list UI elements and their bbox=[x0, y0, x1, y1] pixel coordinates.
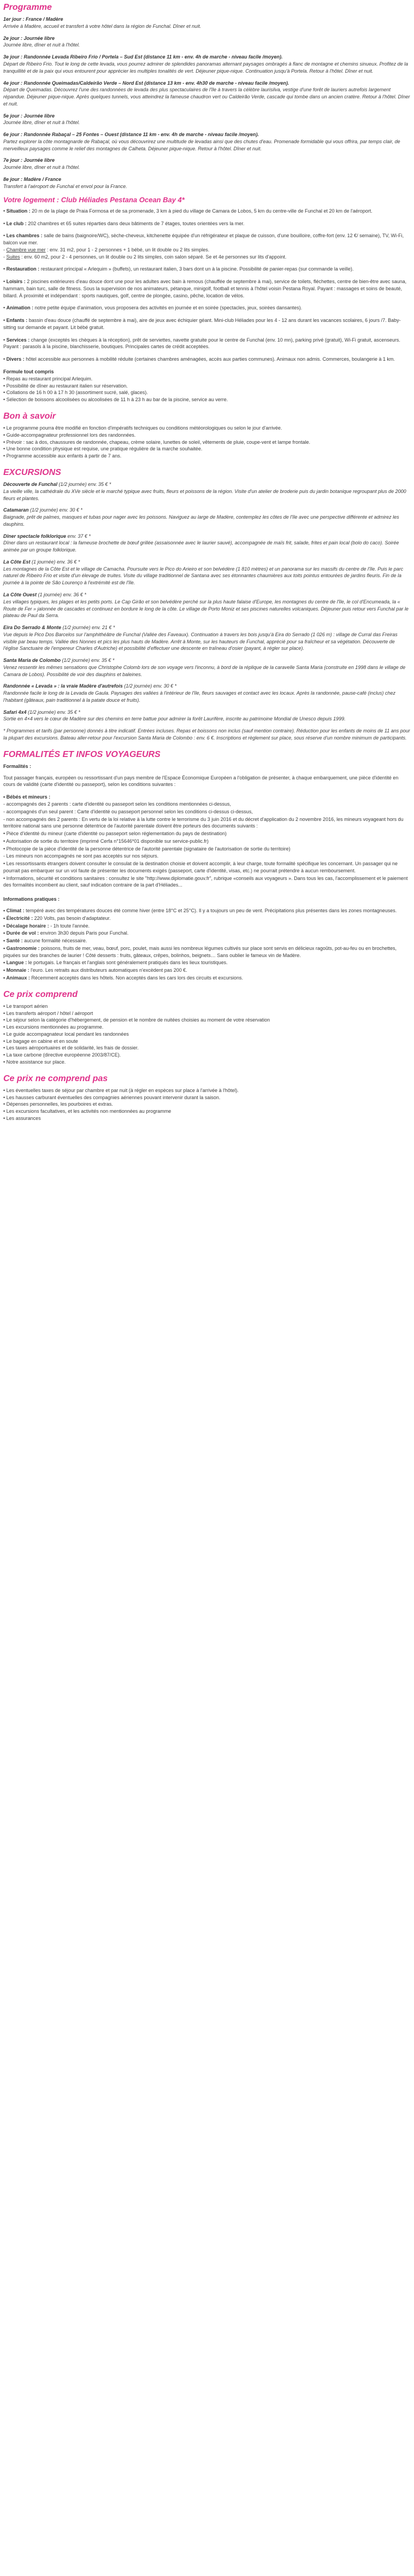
excursion-name: Safari 4x4 bbox=[3, 709, 27, 715]
loisirs-label: Loisirs : bbox=[6, 279, 26, 285]
pratique-item bbox=[3, 945, 411, 959]
excursion-meta: (1 journée) env. 36 € * bbox=[30, 559, 80, 565]
bon-item-text: Guide-accompagnateur professionnel lors des randonnées. bbox=[6, 432, 136, 438]
prix-item-text: Le séjour selon la catégorie d'hébergement, de pension et le nombre de nuitées choisies au moment de votre réservation bbox=[6, 1017, 270, 1023]
prix-comprend-list bbox=[3, 1003, 411, 1066]
pratique-item bbox=[3, 923, 411, 930]
formule-list bbox=[3, 375, 411, 403]
rooms-text: salle de bains (baignoire/WC), sèche-cheveux, kitchenette équipée d'un réfrigérateur et plaque de cuisson, d'une bouilloire, coffre-fort (env. 12 €/ semaine), TV, Wi-Fi, balcon vue mer. bbox=[3, 233, 404, 246]
prix-item-text: Les taxes aéroportuaires et de solidarité, les frais de dossier. bbox=[6, 1045, 139, 1051]
list-item: • Dépenses personnelles, les pourboires et extras. bbox=[3, 1101, 113, 1107]
excursion-meta: env. 37 € * bbox=[66, 533, 91, 539]
list-item: • Notre assistance sur place. bbox=[3, 1059, 66, 1065]
document bbox=[0, 0, 414, 1133]
pratiques-list bbox=[3, 907, 411, 982]
excursion-desc: Randonnée facile le long de la Levada de Gaula. Paysages des vallées à l'intérieur de l'île, fleurs sauvages et contact avec les locaux. Après la randonnée, pause-café (inclus) chez l'habitant (gâteaux, pain traditionnel à la patate douce et fruits). bbox=[3, 690, 396, 703]
hotel-situation: • Situation : 20 m de la plage de Praia Formosa et de sa promenade, 3 km à pied du village de Camara de Lobos, 5 km du centre-ville de Funchal et 20 km de l'aéroport. bbox=[3, 208, 372, 214]
excursion-meta: (1 journée) env. 36 € * bbox=[37, 591, 86, 597]
rooms-standard: - Chambre vue mer : env. 31 m2, pour 1 - 2 personnes + 1 bébé, un lit double ou 2 lits simples. bbox=[3, 247, 210, 253]
bon-a-savoir-heading: Bon à savoir bbox=[3, 411, 56, 421]
excursion-name: Eira Do Serrado & Monte bbox=[3, 625, 62, 631]
programme-days bbox=[3, 16, 411, 190]
prix-exclu-text: Les assurances bbox=[6, 1115, 41, 1121]
hotel-heading: Votre logement : Club Héliades Pestana Ocean Bay 4* bbox=[3, 195, 185, 204]
excursion-meta: (1/2 journée) env. 35 € * bbox=[57, 482, 111, 488]
excursion-meta: (1/2 journée) env. 30 € * bbox=[28, 507, 82, 513]
hotel-rooms bbox=[3, 232, 411, 260]
bebes-mineurs-label: • Bébés et mineurs : bbox=[3, 794, 51, 800]
day-title: 4e jour : Randonnée Queimadas/Caldeirão Verde – Nord Est (distance 13 km - env. 4h30 de marche - niveau facile /moyen). bbox=[3, 80, 289, 86]
day-desc: Journée libre, dîner et nuit à l'hôtel. bbox=[3, 120, 80, 126]
bon-item-text: Programme accessible aux enfants à partir de 7 ans. bbox=[6, 453, 122, 459]
pratique-text: l'euro. Les retraits aux distributeurs automatiques n'excèdent pas 200 €. bbox=[29, 967, 187, 973]
bon-a-savoir-list bbox=[3, 425, 411, 460]
day-item bbox=[3, 80, 411, 108]
club-text: 202 chambres et 65 suites réparties dans deux bâtiments de 7 étages, toutes orientées vers la mer. bbox=[28, 220, 245, 226]
rooms-standard-label: Chambre vue mer bbox=[6, 247, 46, 253]
situation-label: Situation : bbox=[6, 208, 31, 214]
excursion-item bbox=[3, 481, 411, 502]
hotel-services: • Services : change (exceptés les chèques à la réception), prêt de serviettes, navette gratuite pour le centre de Funchal (env. 10 mn), parking privé (gratuit), Wi-Fi gratuit, ascenseurs. Payant : parasols à la piscine, blanchisserie, boutiques. Principales cartes de crédit acceptées. bbox=[3, 337, 400, 350]
day-desc: Départ de Ribeiro Frio. Tout le long de cette levada, vous pourrez admirer de splendides panoramas alternant paysages ombragés à flanc de montagne et chemins sinueux. Profitez de la tranquillité et de la paix qui vous entourent pour apprécier les multiples tonalités de vert. Déjeuner pique-nique. Continuation jusqu'à Portela. Retour à l'hôtel. Dîner et nuit. bbox=[3, 61, 409, 74]
day-item bbox=[3, 54, 411, 74]
excursion-meta: (1/2 journée) env. 35 € * bbox=[61, 658, 115, 664]
list-item: • Le transport aérien bbox=[3, 1003, 48, 1009]
pratique-item bbox=[3, 930, 411, 937]
day-desc: Arrivée à Madère, accueil et transfert à votre hôtel dans la région de Funchal. Dîner et nuit. bbox=[3, 23, 202, 29]
day-title: 5e jour : Journée libre bbox=[3, 113, 55, 119]
rooms-suite: - Suites : env. 60 m2, pour 2 - 4 personnes, un lit double ou 2 lits simples, coin salon séparé. Se et 4e personnes sur lits d'appoint. bbox=[3, 254, 287, 260]
formule-title: Formule tout compris bbox=[3, 369, 54, 374]
excursion-item bbox=[3, 624, 411, 652]
list-item: • Une bonne condition physique est requise, une pratique régulière de la marche souhaitée. bbox=[3, 446, 203, 452]
day-item bbox=[3, 16, 411, 30]
pratique-text: 220 Volts, pas besoin d'adaptateur. bbox=[33, 915, 111, 921]
excursion-name: Découverte de Funchal bbox=[3, 482, 58, 488]
list-item: • Programme accessible aux enfants à partir de 7 ans. bbox=[3, 453, 122, 459]
prix-item-text: Les excursions mentionnées au programme. bbox=[6, 1024, 104, 1030]
enfants-label: Enfants : bbox=[6, 318, 28, 324]
prix-ne-comprend-heading: Ce prix ne comprend pas bbox=[3, 1073, 108, 1083]
excursions-note: * Programmes et tarifs (par personne) donnés à titre indicatif. Entrées incluses. Repas et boissons non inclus (sauf mention contraire). Réduction pour les enfants de moins de 11 ans pour la plupart des excursions. Bateau aller-retour pour l'excursion Santa Maria de Colombo : env. 6 €. Inscriptions et règlement sur place, sous réserve d'un nombre minimum de participants. bbox=[3, 728, 410, 741]
day-title: 8e jour : Madère / France bbox=[3, 176, 62, 182]
excursion-item bbox=[3, 533, 411, 554]
prix-item-text: Les transferts aéroport / hôtel / aéroport bbox=[6, 1010, 93, 1016]
excursion-item bbox=[3, 507, 411, 527]
list-item: • Les excursions facultatives, et les activités non mentionnées au programme bbox=[3, 1108, 171, 1114]
formalites-subtitle: Formalités : bbox=[3, 763, 32, 769]
formalites-intro: Tout passager français, européen ou ressortissant d'un pays membre de l'Espace Économique Européen a l'obligation de présenter, à chaque embarquement, une pièce d'identité en cours de validité (carte d'identité ou passeport), selon les conditions suivantes : bbox=[3, 774, 399, 788]
pratique-item bbox=[3, 937, 411, 944]
enfants-text: bassin d'eau douce (chauffé de septembre à mai), aire de jeux avec échiquier géant. Mini-club Héliades pour les 4 - 12 ans durant les vacances scolaires, 6 jours /7. Baby-sitting sur demande et payant. Lit bébé gratuit. bbox=[3, 318, 401, 330]
excursion-desc: Les villages typiques, les plages et les petits ports. Le Cap Girão et son belvédère perché sur la plus haute falaise d'Europe, les montagnes du centre de l'île, le col d'Encumeada, la « Route de Fer » jalonnée de cascades et continuez en bordure le long de la côte. Le village de Porto Moniz et ses piscines naturelles volcaniques. Déjeuner puis retour vers Funchal par le plateau de Paul da Serra. bbox=[3, 598, 409, 619]
excursion-item bbox=[3, 657, 411, 678]
divers-text: hôtel accessible aux personnes à mobilité réduite (certaines chambres aménagées, accès aux parties communes). Animaux non admis. Commerces, boulangerie à 1 km. bbox=[26, 356, 395, 362]
pratique-text: poissons, fruits de mer, veau, bœuf, porc, poulet, mais aussi les nombreux légumes cultivés sur place sont servis en délicieux ragoûts, pot-au-feu ou en brochettes, piquées sur des branches de laurier ! Côté desserts : fruits, gâteaux, crêpes, bolinhos, beignets… Sans oublier le fameux vin de Madère. bbox=[3, 945, 397, 958]
pratique-label: • Langue : bbox=[3, 960, 27, 966]
prix-item-text: Le bagage en cabine et en soute bbox=[6, 1038, 78, 1044]
pratique-label: • Monnaie : bbox=[3, 967, 29, 973]
excursion-meta: (1/2 journée) env. 30 € * bbox=[122, 683, 177, 689]
pratique-text: le portugais. Le français et l'anglais sont généralement pratiqués dans les lieux touristiques. bbox=[27, 960, 228, 966]
day-desc: Départ de Queimadas. Découvrez l'une des randonnées de levada des plus spectaculaires de l'île à travers la célèbre laurisilva, vestige d'une forêt de lauriers autrefois largement répandue. Déjeuner pique-nique. Après quelques tunnels, vous atteindrez la fameuse chaudron vert ou Caldeirão Verde, cascade qui tombe dans un ancien cratère. Retour à l'hôtel. Dîner et nuit. bbox=[3, 87, 410, 107]
hotel-divers: • Divers : hôtel accessible aux personnes à mobilité réduite (certaines chambres aménagées, accès aux parties communes). Animaux non admis. Commerces, boulangerie à 1 km. bbox=[3, 356, 395, 362]
services-label: Services : bbox=[6, 337, 30, 343]
pratique-item bbox=[3, 975, 411, 982]
excursion-desc: Venez ressentir les mêmes sensations que Christophe Colomb lors de son voyage vers l'inconnu, à bord de la réplique de la caravelle Santa Maria (construite en 1998 dans le village de Camara de Lobos). Possibilité de voir des dauphins et baleines. bbox=[3, 664, 406, 677]
formalites-lines bbox=[3, 801, 411, 889]
divers-label: Divers : bbox=[6, 356, 25, 362]
list-item: • Les taxes aéroportuaires et de solidarité, les frais de dossier. bbox=[3, 1045, 139, 1051]
excursion-name: Catamaran bbox=[3, 507, 29, 513]
rooms-label: Les chambres : bbox=[6, 233, 43, 239]
prix-exclu-text: Les hausses carburant éventuelles des compagnies aériennes pouvant intervenir durant la saison. bbox=[6, 1094, 221, 1100]
pratique-label: • Climat : bbox=[3, 907, 25, 913]
formalite-line: • Informations, sécurité et conditions sanitaires : consultez le site "http://www.diplomatie.gouv.fr", rubrique «conseils aux voyageurs ». Dans tous les cas, l'accomplissement et le paiement des formalités incombent au client, sauf indication contraire de la part d'Héliades... bbox=[3, 875, 408, 888]
excursion-name: La Côte Ouest bbox=[3, 591, 37, 597]
formule-item-text: Collations de 16 h 00 à 17 h 30 (assortiment sucré, salé, glaces). bbox=[6, 390, 148, 396]
prix-item-text: Le guide accompagnateur local pendant les randonnées bbox=[6, 1031, 129, 1037]
list-item: • Sélection de boissons alcoolisées ou alcoolisées de 11 h à 23 h au bar de la piscine, service au verre. bbox=[3, 397, 228, 403]
pratique-item bbox=[3, 915, 411, 922]
list-item: • Possibilité de dîner au restaurant italien sur réservation. bbox=[3, 383, 128, 389]
rooms-suite-text: : env. 60 m2, pour 2 - 4 personnes, un lit double ou 2 lits simples, coin salon séparé. Se et 4e personnes sur lits d'appoint. bbox=[20, 254, 287, 260]
day-desc: Journée libre, dîner et nuit à l'hôtel. bbox=[3, 42, 80, 48]
pratique-label: • Santé : bbox=[3, 938, 23, 944]
list-item: • Repas au restaurant principal Arlequim. bbox=[3, 375, 93, 382]
list-item: • Le bagage en cabine et en soute bbox=[3, 1038, 78, 1044]
pratique-text: aucune formalité nécessaire. bbox=[22, 938, 87, 944]
prix-exclu-text: Les éventuelles taxes de séjour par chambre et par nuit (à régler en espèces sur place à l'arrivée à l'hôtel). bbox=[6, 1087, 239, 1093]
anim-label: Animation : bbox=[6, 305, 34, 311]
rooms-standard-text: : env. 31 m2, pour 1 - 2 personnes + 1 bébé, un lit double ou 2 lits simples. bbox=[45, 247, 210, 253]
day-title: 6e jour : Randonnée Rabaçal – 25 Fontes – Ouest (distance 11 km - env. 4h de marche - niveau facile /moyen). bbox=[3, 132, 259, 138]
bon-item-text: Une bonne condition physique est requise, une pratique régulière de la marche souhaitée. bbox=[6, 446, 203, 452]
pratique-text: environ 3h30 depuis Paris pour Funchal. bbox=[39, 930, 129, 936]
programme-heading: Programme bbox=[3, 3, 52, 12]
excursion-item bbox=[3, 591, 411, 619]
day-item bbox=[3, 176, 411, 190]
anim-text: notre petite équipe d'animation, vous proposera des activités en journée et en soirée (spectacles, jeux, soirées dansantes). bbox=[34, 305, 303, 311]
list-item: • Les excursions mentionnées au programme. bbox=[3, 1024, 104, 1030]
day-item bbox=[3, 157, 411, 171]
day-item bbox=[3, 35, 411, 49]
excursion-desc: Vue depuis le Pico Dos Barcelos sur l'amphithéâtre de Funchal (Vallée des Faveaux). Continuation à travers les bois jusqu'à Eira do Serrado (1 026 m) : village de Curral das Freiras visible par beau temps. Vallée des Nonnes et pics les plus hauts de Madère. Arrêt à Monte, sur les hauteurs de Funchal, apprécié pour sa fraîcheur et sa végétation. Découverte de l'église Sanctuaire de l'empereur Charles d'Autriche) et possibilité d'effectuer une descente en traîneau d'osier (payant, à régler sur place). bbox=[3, 631, 398, 652]
day-desc: Journée libre, dîner et nuit à l'hôtel. bbox=[3, 165, 80, 171]
day-title: 7e jour : Journée libre bbox=[3, 157, 55, 163]
bon-item-text: Prévoir : sac à dos, chaussures de randonnée, chapeau, crème solaire, lunettes de soleil, vêtements de pluie, coupe-vent et lampe frontale. bbox=[6, 439, 310, 445]
excursion-desc: Les montagnes de la Côte Est et le village de Camacha. Poursuite vers le Pico do Arieiro et son belvédère (1 810 mètres) et un panorama sur les massifs du centre de l'île. Puis le parc naturel de Ribeiro Frio et visite d'un élevage de truites. Visite du village traditionnel de Santana avec ses étonnantes chaumières aux toits pointus entourées de jardins fleuris. Fin de la journée à la pointe de São Lourenço à l'extrémité est de l'île. bbox=[3, 566, 404, 586]
list-item: • Les assurances bbox=[3, 1115, 41, 1121]
list-item: • Le programme pourra être modifié en fonction d'impératifs techniques ou conditions météorologiques ou selon le jour d'arrivée. bbox=[3, 425, 282, 431]
formalite-line: • Pièce d'identité du mineur (carte d'identité ou passeport selon réglementation du pays de destination) bbox=[3, 831, 227, 837]
prix-ne-comprend-list bbox=[3, 1087, 411, 1122]
resto-label: Restauration : bbox=[6, 266, 40, 272]
bon-item-text: Le programme pourra être modifié en fonction d'impératifs techniques ou conditions météorologiques ou selon le jour d'arrivée. bbox=[6, 425, 282, 431]
formalite-line: - accompagnés d'un seul parent : Carte d'identité ou passeport personnel selon les conditions ci-dessus ci-dessus, bbox=[3, 808, 253, 814]
pratique-item bbox=[3, 967, 411, 974]
pratique-label: • Décalage horaire : bbox=[3, 923, 49, 929]
excursion-name: Randonnée « Levada » : la vraie Madère d'autrefois bbox=[3, 683, 123, 689]
prix-comprend-heading: Ce prix comprend bbox=[3, 989, 78, 999]
excursion-name: Dîner spectacle folklorique bbox=[3, 533, 67, 539]
excursion-name: Santa Maria de Colombo bbox=[3, 658, 61, 664]
list-item: • Collations de 16 h 00 à 17 h 30 (assortiment sucré, salé, glaces). bbox=[3, 390, 148, 396]
pratique-text: tempéré avec des températures douces été comme hiver (entre 18°C et 25°C). Il y a toujours un peu de vent. Précipitations plus présentes dans les zones montagneuses. bbox=[24, 907, 397, 913]
pratiques-title: Informations pratiques : bbox=[3, 896, 60, 902]
formalite-line: • Autorisation de sortie du territoire (imprimé Cerfa n°15646*01 disponible sur service-public.fr) bbox=[3, 838, 209, 844]
excursion-item bbox=[3, 709, 411, 723]
excursion-desc: Sortie en 4×4 vers le cœur de Madère sur des chemins en terre battue pour admirer la forêt Laurifère, inscrite au patrimoine Mondial de Unesco depuis 1999. bbox=[3, 716, 346, 722]
rooms-suite-label: Suites bbox=[6, 254, 20, 260]
list-item: • Le séjour selon la catégorie d'hébergement, de pension et le nombre de nuitées choisies au moment de votre réservation bbox=[3, 1017, 270, 1023]
list-item: • Les hausses carburant éventuelles des compagnies aériennes pouvant intervenir durant la saison. bbox=[3, 1094, 221, 1100]
prix-item-text: Notre assistance sur place. bbox=[6, 1059, 66, 1065]
list-item: • Les éventuelles taxes de séjour par chambre et par nuit (à régler en espèces sur place à l'arrivée à l'hôtel). bbox=[3, 1087, 239, 1093]
hotel-animation: • Animation : notre petite équipe d'animation, vous proposera des activités en journée et en soirée (spectacles, jeux, soirées dansantes). bbox=[3, 305, 303, 311]
day-desc: Transfert à l'aéroport de Funchal et envol pour la France. bbox=[3, 183, 127, 189]
day-desc: Partez explorer la côte montagnarde de Rabaçal, où vous découvrirez une multitude de levadas ainsi que des chutes d'eau. Promenade formidable qui vous offrira, par temps clair, de merveilleux paysages comme le relief des montagnes de Calheta. Déjeuner pique-nique. Retour à l'hôtel. Dîner et nuit. bbox=[3, 138, 400, 151]
list-item: • La taxe carbone (directive européenne 2003/87/CE). bbox=[3, 1052, 121, 1058]
list-item: • Le guide accompagnateur local pendant les randonnées bbox=[3, 1031, 129, 1037]
excursion-desc: Dîner dans un restaurant local : la fameuse brochette de bœuf grillée (assaisonnée avec le laurier sauvé), accompagnée de maïs frit, salade, frites et pain local (bolo do caco). Soirée animée par un groupe folklorique. bbox=[3, 540, 399, 553]
list-item: • Prévoir : sac à dos, chaussures de randonnée, chapeau, crème solaire, lunettes de soleil, vêtements de pluie, coupe-vent et lampe frontale. bbox=[3, 439, 310, 445]
prix-exclu-text: Les excursions facultatives, et les activités non mentionnées au programme bbox=[6, 1108, 171, 1114]
rooms-main: • Les chambres : salle de bains (baignoire/WC), sèche-cheveux, kitchenette équipée d'un réfrigérateur et plaque de cuisson, d'une bouilloire, coffre-fort (env. 12 €/ semaine), TV, Wi-Fi, balcon vue mer. bbox=[3, 233, 404, 246]
prix-item-text: La taxe carbone (directive européenne 2003/87/CE). bbox=[6, 1052, 121, 1058]
hotel-restauration: • Restauration : restaurant principal « Arlequim » (buffets), un restaurant italien, 3 bars dont un à la piscine. Possibilité de panier-repas (sur commande la veille). bbox=[3, 266, 354, 272]
day-item bbox=[3, 131, 411, 152]
excursions-heading: EXCURSIONS bbox=[3, 467, 61, 477]
formalite-line: - non accompagnés des 2 parents : En vertu de la loi relative à la lutte contre le terrorisme du 3 juin 2016 et du décret d'application du 2 novembre 2016, les mineurs voyageant hors du territoire national sans une personne détentrice de l'autorité parentale doivent être porteurs des documents suivants : bbox=[3, 816, 404, 829]
hotel-enfants: • Enfants : bassin d'eau douce (chauffé de septembre à mai), aire de jeux avec échiquier géant. Mini-club Héliades pour les 4 - 12 ans durant les vacances scolaires, 6 jours /7. Baby-sitting sur demande et payant. Lit bébé gratuit. bbox=[3, 318, 401, 330]
situation-text: 20 m de la plage de Praia Formosa et de sa promenade, 3 km à pied du village de Camara de Lobos, 5 km du centre-ville de Funchal et 20 km de l'aéroport. bbox=[32, 208, 372, 214]
formule-item-text: Possibilité de dîner au restaurant italien sur réservation. bbox=[6, 383, 128, 389]
excursion-item bbox=[3, 683, 411, 703]
hotel-club: • Le club : 202 chambres et 65 suites réparties dans deux bâtiments de 7 étages, toutes orientées vers la mer. bbox=[3, 220, 245, 226]
hotel-loisirs: • Loisirs : 2 piscines extérieures d'eau douce dont une pour les adultes avec bain à remous (chauffée de septembre à mai), service de toilets, fléchettes, centre de bien-être avec sauna, hammam, bain turc, salle de fitness. Sous la supervision de nos animateurs, pétanque, minigolf, football et tennis à l'hôtel voisin Pestana Royal. Payant : massages et soins de beauté, billard. À proximité et indépendant : sports nautiques, golf, centre de plongée, casino, pêche, location de vélos. bbox=[3, 279, 407, 298]
excursion-meta: (1/2 journée) env. 21 € * bbox=[61, 625, 115, 631]
excursion-item bbox=[3, 559, 411, 586]
day-title: 1er jour : France / Madère bbox=[3, 16, 63, 22]
formalite-line: • Photocopie de la pièce d'identité de la personne détentrice de l'autorité parentale (signataire de l'autorisation de sortie du territoire) bbox=[3, 846, 291, 852]
pratique-item bbox=[3, 959, 411, 966]
pratique-item bbox=[3, 907, 411, 914]
list-item: • Les transferts aéroport / hôtel / aéroport bbox=[3, 1010, 93, 1016]
loisirs-text: 2 piscines extérieures d'eau douce dont une pour les adultes avec bain à remous (chauffée de septembre à mai), service de toilets, fléchettes, centre de bien-être avec sauna, hammam, bain turc, salle de fitness. Sous la supervision de nos animateurs, pétanque, minigolf, football et tennis à l'hôtel voisin Pestana Royal. Payant : massages et soins de beauté, billard. À proximité et indépendant : sports nautiques, golf, centre de plongée, casino, pêche, location de vélos. bbox=[3, 279, 407, 298]
list-item: • Guide-accompagnateur professionnel lors des randonnées. bbox=[3, 432, 136, 438]
pratique-text: Récemment acceptés dans les hôtels. Non acceptés dans les cars lors des circuits et excursions. bbox=[29, 975, 244, 981]
formule-item-text: Repas au restaurant principal Arlequim. bbox=[6, 375, 93, 382]
excursion-meta: (1/2 journée) env. 35 € * bbox=[26, 709, 80, 715]
day-item bbox=[3, 113, 411, 127]
pratique-label: • Durée de vol : bbox=[3, 930, 39, 936]
pratique-label: • Animaux : bbox=[3, 975, 30, 981]
prix-exclu-text: Dépenses personnelles, les pourboires et extras. bbox=[6, 1101, 113, 1107]
excursion-name: La Côte Est bbox=[3, 559, 31, 565]
formalites-heading: FORMALITÉS ET INFOS VOYAGEURS bbox=[3, 749, 161, 759]
resto-text: restaurant principal « Arlequim » (buffets), un restaurant italien, 3 bars dont un à la piscine. Possibilité de panier-repas (sur commande la veille). bbox=[40, 266, 354, 272]
pratique-text: - 1h toute l'année. bbox=[49, 923, 90, 929]
services-text: change (exceptés les chèques à la réception), prêt de serviettes, navette gratuite pour le centre de Funchal (env. 10 mn), parking privé (gratuit), Wi-Fi gratuit, ascenseurs. Payant : parasols à la piscine, blanchisserie, boutiques. Principales cartes de crédit acceptées. bbox=[3, 337, 400, 350]
prix-item-text: Le transport aérien bbox=[6, 1003, 48, 1009]
club-label: Le club : bbox=[6, 220, 27, 226]
day-title: 3e jour : Randonnée Levada Ribeiro Frio / Portela – Sud Est (distance 11 km - env. 4h de marche - niveau facile /moyen). bbox=[3, 54, 283, 60]
day-title: 2e jour : Journée libre bbox=[3, 35, 55, 41]
formalite-line: • Les ressortissants étrangers doivent consulter le consulat de la destination choisie et doivent accomplir, à leur charge, toute formalité spécifique les concernant. Un passager qui ne pourrait pas embarquer sur un vol faute de présenter les documents exigés (passeport, carte d'identité, visas, etc.) ne pourrait prétendre à aucun remboursement. bbox=[3, 861, 398, 873]
pratique-label: • Électricité : bbox=[3, 915, 33, 921]
excursions-list bbox=[3, 481, 411, 723]
excursion-desc: Baignade, prêt de palmes, masques et tubas pour nager avec les poissons. Naviguez au large de Madère, contemplez les côtes de l'île avec une perspective différente et admirez les dauphins. bbox=[3, 514, 399, 527]
excursion-desc: La vieille ville, la cathédrale du XVe siècle et le marché typique avec fruits, fleurs et poissons de la région. Visite d'un atelier de broderie puis du jardin botanique regroupant plus de 2000 fleurs et plantes. bbox=[3, 488, 406, 501]
pratique-label: • Gastronomie : bbox=[3, 945, 40, 951]
formule-item-text: Sélection de boissons alcoolisées ou alcoolisées de 11 h à 23 h au bar de la piscine, service au verre. bbox=[6, 397, 228, 403]
formalite-line: - accompagnés des 2 parents : carte d'identité ou passeport selon les conditions mentionnées ci-dessus, bbox=[3, 801, 231, 807]
formalite-line: - Les mineurs non accompagnés ne sont pas acceptés sur nos séjours. bbox=[3, 853, 159, 859]
